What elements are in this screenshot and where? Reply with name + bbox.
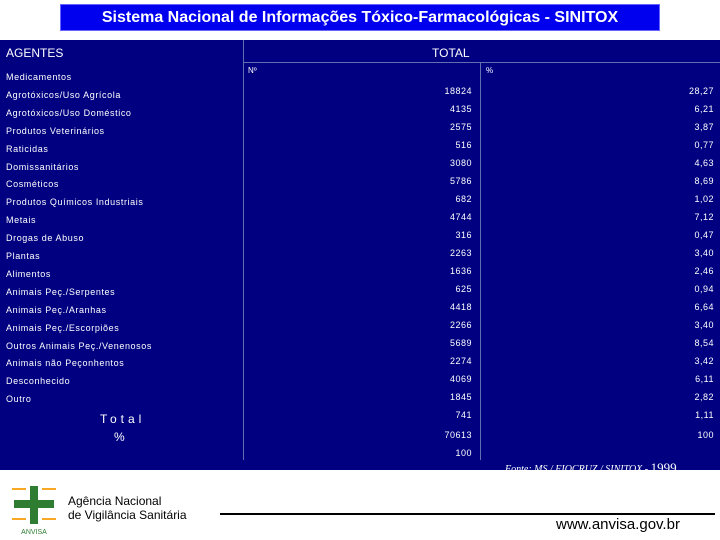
row-label: Drogas de Abuso [6,233,85,244]
row-count: 1636 [449,266,472,276]
row-count: 4069 [449,374,472,384]
footer-divider [220,513,715,515]
row-percent: 6,64 [694,302,714,312]
row-count: 5689 [449,338,472,348]
header-n: Nº [248,66,257,75]
row-percent: 4,63 [694,158,714,168]
row-count: 2263 [449,248,472,258]
row-count: 5786 [449,176,472,186]
anvisa-logo-icon [8,484,60,536]
row-count: 682 [455,194,472,204]
row-percent: 2,46 [694,266,714,276]
row-label: Outros Animais Peç./Venenosos [6,340,152,351]
agency-line-2: de Vigilância Sanitária [68,508,187,522]
header-pct: % [486,66,494,75]
row-percent: 28,27 [688,86,714,96]
svg-text:ANVISA: ANVISA [21,529,47,536]
header-agentes: AGENTES [6,46,64,60]
row-label: Plantas [6,251,41,261]
row-count: 516 [455,140,472,150]
total-pct-n: 100 [455,448,472,458]
row-percent: 2,82 [694,392,714,402]
row-percent: 3,42 [694,356,714,366]
source-text: Fonte: MS / FIOCRUZ / SINITOX - [505,464,649,475]
row-percent: 6,11 [695,374,714,384]
total-label: Total [100,412,146,426]
row-count: 4744 [449,212,472,222]
header-total: TOTAL [432,46,470,60]
header-divider [243,62,720,63]
row-percent: 6,21 [694,104,714,114]
row-label: Produtos Químicos Industriais [6,197,144,208]
agency-name [68,494,187,522]
row-count: 1845 [449,392,472,402]
row-count: 316 [455,230,472,240]
row-percent: 0,77 [694,140,714,150]
row-count: 4135 [449,104,472,114]
row-percent: 1,11 [695,410,714,420]
total-pct: 100 [697,430,714,440]
column-divider-total [480,62,481,460]
row-count: 2266 [449,320,472,330]
row-label: Agrotóxicos/Uso Doméstico [6,107,132,118]
row-label: Cosméticos [6,179,60,190]
total-pct-label: % [114,430,129,444]
row-count: 741 [455,410,472,420]
agency-line-1: Agência Nacional [68,494,162,508]
row-percent: 3,40 [694,320,714,330]
row-percent: 3,40 [694,248,714,258]
row-count: 2575 [449,122,472,132]
row-label: Alimentos [6,268,51,279]
row-count: 2274 [449,356,472,366]
table-panel [0,40,720,470]
row-label: Produtos Veterinários [6,125,105,136]
row-percent: 8,69 [694,176,714,186]
page-title: Sistema Nacional de Informações Tóxico-Farmacológicas - SINITOX [60,4,660,31]
row-count: 4418 [449,302,472,312]
row-label: Animais Peç./Escorpiões [6,322,120,333]
row-label: Domissanitários [6,161,80,172]
row-label: Raticidas [6,143,49,154]
total-n: 70613 [444,430,472,440]
row-label: Desconhecido [6,376,71,387]
row-label: Animais Peç./Serpentes [6,286,116,297]
row-percent: 0,94 [694,284,714,294]
row-count: 18824 [444,86,472,96]
row-label: Medicamentos [6,72,72,82]
row-count: 625 [455,284,472,294]
row-percent: 3,87 [694,122,714,132]
source-note [505,460,677,476]
row-label: Animais Peç./Aranhas [6,304,107,315]
row-percent: 8,54 [694,338,714,348]
row-label: Animais não Peçonhentos [6,358,125,369]
row-label: Outro [6,394,32,405]
source-year: 1999 [650,460,677,475]
column-divider-agentes [243,40,244,460]
row-percent: 1,02 [694,194,714,204]
row-label: Metais [6,215,37,226]
row-label: Agrotóxicos/Uso Agrícola [6,89,121,100]
row-percent: 7,12 [694,212,714,222]
row-percent: 0,47 [694,230,714,240]
website-link[interactable]: www.anvisa.gov.br [556,516,680,533]
row-count: 3080 [449,158,472,168]
